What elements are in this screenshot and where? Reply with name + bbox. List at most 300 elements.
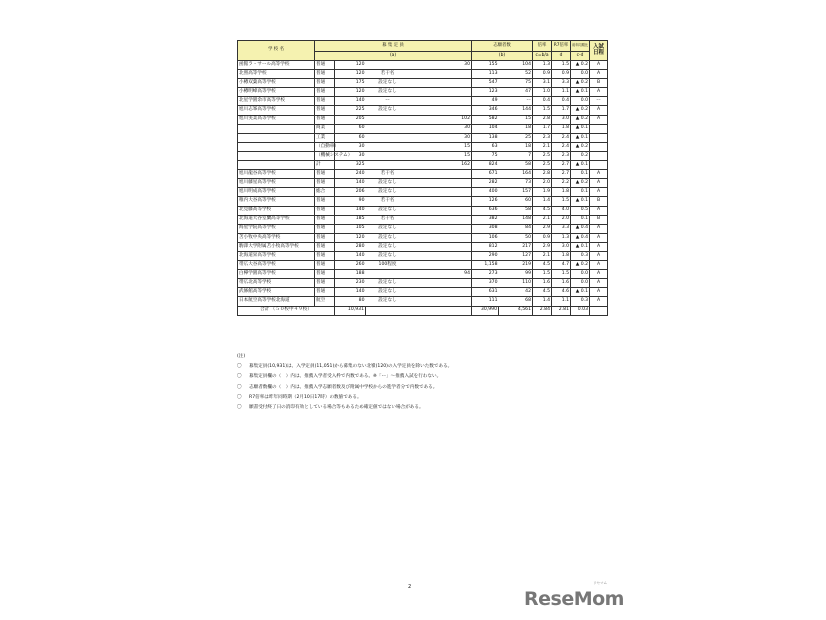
applicants-recommend-cell: 7 bbox=[499, 151, 533, 160]
ratio-cell: 1.3 bbox=[533, 61, 552, 70]
capacity-note-cell: 設定なし bbox=[366, 288, 410, 297]
header-capacity: 募 集 定 員 bbox=[315, 41, 472, 52]
r7-ratio-cell: 3.3 bbox=[552, 224, 571, 233]
applicants-cell: 49 bbox=[472, 97, 499, 106]
applicants-recommend-cell: 75 bbox=[499, 79, 533, 88]
course-cell: 普通 bbox=[315, 251, 335, 260]
applicants-recommend-cell: 148 bbox=[499, 215, 533, 224]
r7-ratio-cell: 1.3 bbox=[552, 233, 571, 242]
exam-schedule-cell: A bbox=[590, 70, 608, 79]
school-name-cell: 海星学院高等学校 bbox=[238, 224, 315, 233]
applicants-cell: 138 bbox=[472, 133, 499, 142]
table-row bbox=[238, 142, 608, 151]
school-name-cell: 帯広大谷高等学校 bbox=[238, 261, 315, 270]
applicants-recommend-cell: 58 bbox=[499, 206, 533, 215]
capacity-recommend-cell: 94 bbox=[410, 270, 472, 279]
diff-cell: 0.3 bbox=[571, 251, 590, 260]
applicants-recommend-cell: 18 bbox=[499, 124, 533, 133]
exam-schedule-cell bbox=[590, 151, 608, 160]
note-item bbox=[237, 383, 452, 393]
note-text: 志願者数欄の（ ）内は、推薦入学志願者数及び附属中学校からの進学者分で内数である。 bbox=[249, 384, 438, 390]
capacity-recommend-cell bbox=[410, 279, 472, 288]
applicants-recommend-cell: 73 bbox=[499, 179, 533, 188]
capacity-recommend-cell bbox=[410, 233, 472, 242]
capacity-recommend-cell: 15 bbox=[410, 151, 472, 160]
note-bullet: 〇 bbox=[237, 374, 242, 380]
applicants-cell: 63 bbox=[472, 142, 499, 151]
table-row bbox=[238, 251, 608, 260]
applicants-cell: 282 bbox=[472, 179, 499, 188]
capacity-cell: 80 bbox=[335, 297, 366, 306]
diff-cell: ▲ 0.1 bbox=[571, 133, 590, 142]
header-diff: 前年同期比 bbox=[571, 41, 590, 52]
capacity-note-cell bbox=[366, 61, 410, 70]
capacity-note-cell: 若干名 bbox=[366, 197, 410, 206]
diff-cell: ▲ 0.2 bbox=[571, 142, 590, 151]
applicants-cell: 631 bbox=[472, 288, 499, 297]
capacity-recommend-cell: 30 bbox=[410, 61, 472, 70]
capacity-note-cell bbox=[366, 142, 410, 151]
r7-ratio-cell: 2.4 bbox=[552, 133, 571, 142]
applicants-cell: 273 bbox=[472, 270, 499, 279]
table-row bbox=[238, 224, 608, 233]
r7-ratio-cell: 4.7 bbox=[552, 261, 571, 270]
exam-schedule-cell: A bbox=[590, 261, 608, 270]
table-row bbox=[238, 215, 608, 224]
capacity-note-cell: 設定なし bbox=[366, 106, 410, 115]
ratio-cell: 4.5 bbox=[533, 206, 552, 215]
capacity-cell: 105 bbox=[335, 224, 366, 233]
ratio-cell: 2.1 bbox=[533, 215, 552, 224]
capacity-recommend-cell bbox=[410, 70, 472, 79]
diff-cell: 0.5 bbox=[571, 206, 590, 215]
applicants-recommend-cell: 25 bbox=[499, 133, 533, 142]
table-row bbox=[238, 270, 608, 279]
applicants-cell: 346 bbox=[472, 106, 499, 115]
table-row bbox=[238, 97, 608, 106]
capacity-cell: 325 bbox=[335, 161, 366, 170]
total-capacity-cell: 10,931 bbox=[335, 306, 366, 315]
school-name-cell: 旭川明成高等学校 bbox=[238, 188, 315, 197]
course-cell: 普通 bbox=[315, 233, 335, 242]
applicants-cell: 106 bbox=[472, 233, 499, 242]
note-text: 願書受付終了日の消印有効としている場合等もあるため確定値ではない場合がある。 bbox=[249, 405, 424, 411]
table-row bbox=[238, 70, 608, 79]
school-name-cell bbox=[238, 133, 315, 142]
school-name-cell: 旭川志峯高等学校 bbox=[238, 106, 315, 115]
capacity-cell: 120 bbox=[335, 233, 366, 242]
ratio-cell: 0.9 bbox=[533, 233, 552, 242]
capacity-recommend-cell bbox=[410, 261, 472, 270]
note-text: 募集定員欄の（ ）内は、推薦入学者受入枠で内数である。※「ー」～推薦入試を行わない。 bbox=[249, 374, 442, 380]
course-cell: 工業 bbox=[315, 133, 335, 142]
applicants-recommend-cell: 144 bbox=[499, 106, 533, 115]
ratio-cell: 2.8 bbox=[533, 170, 552, 179]
table-row bbox=[238, 151, 608, 160]
course-cell: 普通 bbox=[315, 97, 335, 106]
capacity-cell: 90 bbox=[335, 197, 366, 206]
capacity-cell: 60 bbox=[335, 124, 366, 133]
applicants-recommend-cell: 217 bbox=[499, 242, 533, 251]
note-item bbox=[237, 372, 452, 382]
diff-cell: 0.0 bbox=[571, 97, 590, 106]
capacity-note-cell: 設定なし bbox=[366, 88, 410, 97]
header-school: 学 校 名 bbox=[238, 41, 315, 61]
exam-schedule-cell: A bbox=[590, 288, 608, 297]
diff-cell: ▲ 0.2 bbox=[571, 106, 590, 115]
school-name-cell: 北海道大谷室蘭高等学校 bbox=[238, 215, 315, 224]
course-cell: 普通 bbox=[315, 106, 335, 115]
school-name-cell: 苫小牧中央高等学校 bbox=[238, 233, 315, 242]
applicants-recommend-cell: ー bbox=[499, 97, 533, 106]
capacity-recommend-cell bbox=[410, 179, 472, 188]
exam-schedule-cell bbox=[590, 161, 608, 170]
exam-schedule-cell bbox=[590, 142, 608, 151]
table-row bbox=[238, 197, 608, 206]
course-cell: 普通 bbox=[315, 61, 335, 70]
school-name-cell bbox=[238, 142, 315, 151]
ratio-cell: 2.9 bbox=[533, 224, 552, 233]
ratio-cell: 1.5 bbox=[533, 106, 552, 115]
ratio-cell: 1.7 bbox=[533, 124, 552, 133]
r7-ratio-cell: 2.2 bbox=[552, 179, 571, 188]
capacity-note-cell: 設定なし bbox=[366, 279, 410, 288]
capacity-cell: 140 bbox=[335, 288, 366, 297]
table-row bbox=[238, 206, 608, 215]
diff-cell: ▲ 0.2 bbox=[571, 61, 590, 70]
applicants-cell: 812 bbox=[472, 242, 499, 251]
course-cell: 普通 bbox=[315, 206, 335, 215]
capacity-note-cell: 設定なし bbox=[366, 297, 410, 306]
capacity-note-cell: 設定なし bbox=[366, 224, 410, 233]
capacity-note-cell bbox=[366, 161, 410, 170]
capacity-recommend-cell bbox=[410, 88, 472, 97]
school-name-cell: 小樽双葉高等学校 bbox=[238, 79, 315, 88]
header-ratio: 倍率 bbox=[533, 41, 552, 52]
r7-ratio-cell: 2.3 bbox=[552, 151, 571, 160]
capacity-cell: 260 bbox=[335, 261, 366, 270]
exam-schedule-cell: B bbox=[590, 215, 608, 224]
capacity-note-cell: 設定なし bbox=[366, 206, 410, 215]
capacity-cell: 120 bbox=[335, 70, 366, 79]
r7-ratio-cell: 2.7 bbox=[552, 161, 571, 170]
capacity-note-cell: 若干名 bbox=[366, 215, 410, 224]
capacity-note-cell: 設定なし bbox=[366, 233, 410, 242]
capacity-cell: 140 bbox=[335, 206, 366, 215]
exam-schedule-cell: B bbox=[590, 79, 608, 88]
r7-ratio-cell: 1.7 bbox=[552, 106, 571, 115]
r7-ratio-cell: 1.5 bbox=[552, 270, 571, 279]
school-name-cell: 駒澤大学附属苫小牧高等学校 bbox=[238, 242, 315, 251]
school-name-cell: 小樽明峰高等学校 bbox=[238, 88, 315, 97]
r7-ratio-cell: 0.9 bbox=[552, 70, 571, 79]
course-cell: 普通 bbox=[315, 179, 335, 188]
table-row bbox=[238, 115, 608, 124]
applicants-cell: 547 bbox=[472, 79, 499, 88]
capacity-note-cell bbox=[366, 124, 410, 133]
applicants-recommend-cell: 50 bbox=[499, 233, 533, 242]
capacity-recommend-cell: 102 bbox=[410, 115, 472, 124]
ratio-cell: 2.9 bbox=[533, 242, 552, 251]
applicants-cell: 113 bbox=[472, 70, 499, 79]
applicants-recommend-cell: 99 bbox=[499, 270, 533, 279]
school-name-cell: 武修館高等学校 bbox=[238, 288, 315, 297]
applicants-recommend-cell: 18 bbox=[499, 142, 533, 151]
note-bullet: 〇 bbox=[237, 394, 242, 400]
capacity-cell: 140 bbox=[335, 97, 366, 106]
table-row bbox=[238, 88, 608, 97]
capacity-note-cell: 若干名 bbox=[366, 70, 410, 79]
capacity-cell: 225 bbox=[335, 106, 366, 115]
total-applicants-cell: 30,990 bbox=[472, 306, 499, 315]
school-name-cell bbox=[238, 124, 315, 133]
ratio-cell: 2.3 bbox=[533, 133, 552, 142]
ratio-cell: 1.4 bbox=[533, 297, 552, 306]
r7-ratio-cell: 0.4 bbox=[552, 97, 571, 106]
r7-ratio-cell: 1.1 bbox=[552, 297, 571, 306]
total-exam-cell bbox=[590, 306, 608, 315]
applicants-cell: 308 bbox=[472, 224, 499, 233]
diff-cell: ▲ 0.2 bbox=[571, 179, 590, 188]
ratio-cell: 0.4 bbox=[533, 97, 552, 106]
r7-ratio-cell: 2.7 bbox=[552, 170, 571, 179]
capacity-cell: 280 bbox=[335, 242, 366, 251]
exam-schedule-cell: A bbox=[590, 61, 608, 70]
table-body bbox=[238, 61, 608, 316]
capacity-cell: 175 bbox=[335, 79, 366, 88]
diff-cell: ▲ 0.1 bbox=[571, 88, 590, 97]
applicants-recommend-cell: 42 bbox=[499, 288, 533, 297]
exam-schedule-cell: A bbox=[590, 115, 608, 124]
course-cell: 商業 bbox=[315, 124, 335, 133]
capacity-recommend-cell bbox=[410, 170, 472, 179]
capacity-recommend-cell bbox=[410, 215, 472, 224]
exam-schedule-cell: A bbox=[590, 88, 608, 97]
diff-cell: ▲ 0.2 bbox=[571, 261, 590, 270]
header-diff-sub: c-d bbox=[571, 52, 590, 61]
school-name-cell: 帯広北高等学校 bbox=[238, 279, 315, 288]
diff-cell: 0.3 bbox=[571, 297, 590, 306]
r7-ratio-cell: 1.1 bbox=[552, 88, 571, 97]
applicants-cell: 123 bbox=[472, 88, 499, 97]
capacity-recommend-cell: 15 bbox=[410, 142, 472, 151]
applicants-cell: 75 bbox=[472, 151, 499, 160]
school-name-cell: 旭川龍谷高等学校 bbox=[238, 170, 315, 179]
page-number: 2 bbox=[408, 584, 412, 590]
applicants-recommend-cell: 127 bbox=[499, 251, 533, 260]
ratio-cell: 0.9 bbox=[533, 70, 552, 79]
course-cell: （自動車） bbox=[315, 142, 335, 151]
note-bullet: 〇 bbox=[237, 384, 242, 390]
course-cell: 普通 bbox=[315, 279, 335, 288]
capacity-recommend-cell bbox=[410, 79, 472, 88]
course-cell: （機械システム） bbox=[315, 151, 335, 160]
applicants-cell: 382 bbox=[472, 215, 499, 224]
exam-schedule-cell: A bbox=[590, 188, 608, 197]
total-r7-cell: 2.81 bbox=[552, 306, 571, 315]
applicants-recommend-cell: 68 bbox=[499, 297, 533, 306]
r7-ratio-cell: 4.6 bbox=[552, 288, 571, 297]
notes-title: (注) bbox=[237, 354, 246, 359]
applicants-recommend-cell: 52 bbox=[499, 70, 533, 79]
applicants-cell: 400 bbox=[472, 188, 499, 197]
applicants-recommend-cell: 219 bbox=[499, 261, 533, 270]
school-name-cell bbox=[238, 151, 315, 160]
diff-cell: 0.1 bbox=[571, 215, 590, 224]
school-name-cell: 函館ラ・サール高等学校 bbox=[238, 61, 315, 70]
table-row bbox=[238, 79, 608, 88]
applicants-cell: 824 bbox=[472, 161, 499, 170]
capacity-cell: 140 bbox=[335, 251, 366, 260]
diff-cell: ▲ 0.1 bbox=[571, 124, 590, 133]
r7-ratio-cell: 2.4 bbox=[552, 142, 571, 151]
diff-cell: 0.1 bbox=[571, 170, 590, 179]
school-name-cell: 旭川藤星高等学校 bbox=[238, 179, 315, 188]
applicants-cell: 104 bbox=[472, 124, 499, 133]
capacity-cell: 240 bbox=[335, 170, 366, 179]
diff-cell: ▲ 0.4 bbox=[571, 224, 590, 233]
capacity-note-cell: ー bbox=[366, 97, 410, 106]
table-row bbox=[238, 124, 608, 133]
school-name-cell: 北照高等学校 bbox=[238, 70, 315, 79]
diff-cell: ▲ 0.2 bbox=[571, 79, 590, 88]
r7-ratio-cell: 1.8 bbox=[552, 124, 571, 133]
school-name-cell: 日本航空高等学校北海道 bbox=[238, 297, 315, 306]
ratio-cell: 2.1 bbox=[533, 251, 552, 260]
capacity-recommend-cell: 162 bbox=[410, 161, 472, 170]
applicants-cell: 370 bbox=[472, 279, 499, 288]
school-name-cell: 北見藤高等学校 bbox=[238, 206, 315, 215]
exam-schedule-cell: A bbox=[590, 251, 608, 260]
header-capacity-sub: (a) bbox=[315, 52, 472, 61]
capacity-recommend-cell bbox=[410, 106, 472, 115]
resemom-logo: ReseMom bbox=[524, 588, 624, 610]
exam-schedule-cell: A bbox=[590, 224, 608, 233]
exam-schedule-cell: A bbox=[590, 106, 608, 115]
r7-ratio-cell: 1.5 bbox=[552, 197, 571, 206]
table-row bbox=[238, 261, 608, 270]
resemom-logo-ruby: リセマム bbox=[593, 581, 607, 585]
table-row bbox=[238, 233, 608, 242]
diff-cell: ▲ 0.1 bbox=[571, 161, 590, 170]
exam-schedule-cell: A bbox=[590, 279, 608, 288]
capacity-note-cell bbox=[366, 133, 410, 142]
table-row bbox=[238, 161, 608, 170]
capacity-cell: 188 bbox=[335, 270, 366, 279]
applicants-cell: 1,158 bbox=[472, 261, 499, 270]
exam-schedule-cell: A bbox=[590, 297, 608, 306]
table-row bbox=[238, 133, 608, 142]
course-cell: 普通 bbox=[315, 215, 335, 224]
ratio-cell: 4.5 bbox=[533, 288, 552, 297]
r7-ratio-cell: 1.8 bbox=[552, 188, 571, 197]
capacity-note-cell bbox=[366, 115, 410, 124]
applicants-cell: 290 bbox=[472, 251, 499, 260]
course-cell: 普通 bbox=[315, 115, 335, 124]
total-applicants-recommend-cell: 4,561 bbox=[499, 306, 533, 315]
capacity-note-cell: 設定なし bbox=[366, 188, 410, 197]
r7-ratio-cell: 2.0 bbox=[552, 215, 571, 224]
course-cell: 航空 bbox=[315, 297, 335, 306]
diff-cell: 0.0 bbox=[571, 279, 590, 288]
diff-cell: 0.1 bbox=[571, 188, 590, 197]
r7-ratio-cell: 3.3 bbox=[552, 79, 571, 88]
note-text: 募集定員(10,931)は、入学定員(11,051)から募集のない北嶺(120)の入学定員を除いた数である。 bbox=[249, 364, 453, 370]
school-name-cell: 白樺学園高等学校 bbox=[238, 270, 315, 279]
applicants-cell: 155 bbox=[472, 61, 499, 70]
exam-schedule-cell: A bbox=[590, 170, 608, 179]
header-r7-sub: d bbox=[552, 52, 571, 61]
r7-ratio-cell: 1.5 bbox=[552, 61, 571, 70]
applicants-recommend-cell: 157 bbox=[499, 188, 533, 197]
capacity-note-cell: 設定なし bbox=[366, 251, 410, 260]
capacity-cell: 205 bbox=[335, 115, 366, 124]
diff-cell: ▲ 0.4 bbox=[571, 233, 590, 242]
capacity-cell: 30 bbox=[335, 142, 366, 151]
ratio-cell: 2.8 bbox=[533, 115, 552, 124]
note-text: R7倍率は昨年同時期（2月10日17時）の数値である。 bbox=[249, 394, 362, 400]
capacity-cell: 60 bbox=[335, 133, 366, 142]
exam-schedule-cell: A bbox=[590, 270, 608, 279]
school-name-cell: 北海道栄高等学校 bbox=[238, 251, 315, 260]
total-row bbox=[238, 306, 608, 315]
exam-schedule-cell bbox=[590, 124, 608, 133]
school-name-cell: 稚内大谷高等学校 bbox=[238, 197, 315, 206]
capacity-cell: 120 bbox=[335, 61, 366, 70]
ratio-cell: 1.6 bbox=[533, 279, 552, 288]
applicants-cell: 671 bbox=[472, 170, 499, 179]
header-applicants-sub: (b) bbox=[472, 52, 533, 61]
ratio-cell: 2.5 bbox=[533, 161, 552, 170]
capacity-recommend-cell: 30 bbox=[410, 133, 472, 142]
course-cell: 普通 bbox=[315, 170, 335, 179]
capacity-recommend-cell bbox=[410, 288, 472, 297]
course-cell: 普通 bbox=[315, 261, 335, 270]
capacity-note-cell: 設定なし bbox=[366, 242, 410, 251]
r7-ratio-cell: 3.0 bbox=[552, 115, 571, 124]
capacity-note-cell: 設定なし bbox=[366, 179, 410, 188]
table-row bbox=[238, 279, 608, 288]
capacity-recommend-cell bbox=[410, 242, 472, 251]
header-applicants: 志願者数 bbox=[472, 41, 533, 52]
capacity-note-cell bbox=[366, 270, 410, 279]
diff-cell: ▲ 0.1 bbox=[571, 288, 590, 297]
applicants-recommend-cell: 47 bbox=[499, 88, 533, 97]
capacity-cell: 120 bbox=[335, 88, 366, 97]
diff-cell: 0.2 bbox=[571, 151, 590, 160]
diff-cell: 0.0 bbox=[571, 270, 590, 279]
school-name-cell: 北星学園余市高等学校 bbox=[238, 97, 315, 106]
ratio-cell: 1.4 bbox=[533, 197, 552, 206]
note-bullet: 〇 bbox=[237, 364, 242, 370]
course-cell: 普通 bbox=[315, 88, 335, 97]
exam-schedule-cell: A bbox=[590, 233, 608, 242]
school-name-cell: 旭川実業高等学校 bbox=[238, 115, 315, 124]
exam-schedule-cell: A bbox=[590, 179, 608, 188]
header-exam: 入試日程 bbox=[590, 41, 608, 61]
r7-ratio-cell: 4.0 bbox=[552, 206, 571, 215]
capacity-note-cell: 100程度 bbox=[366, 261, 410, 270]
header-r7: R7倍率 bbox=[552, 41, 571, 52]
r7-ratio-cell: 1.6 bbox=[552, 279, 571, 288]
diff-cell: ▲ 0.2 bbox=[571, 115, 590, 124]
course-cell: 普通 bbox=[315, 270, 335, 279]
ratio-cell: 3.1 bbox=[533, 79, 552, 88]
table-row bbox=[238, 188, 608, 197]
applicants-recommend-cell: 58 bbox=[499, 161, 533, 170]
capacity-recommend-cell bbox=[410, 297, 472, 306]
ratio-cell: 2.5 bbox=[533, 151, 552, 160]
